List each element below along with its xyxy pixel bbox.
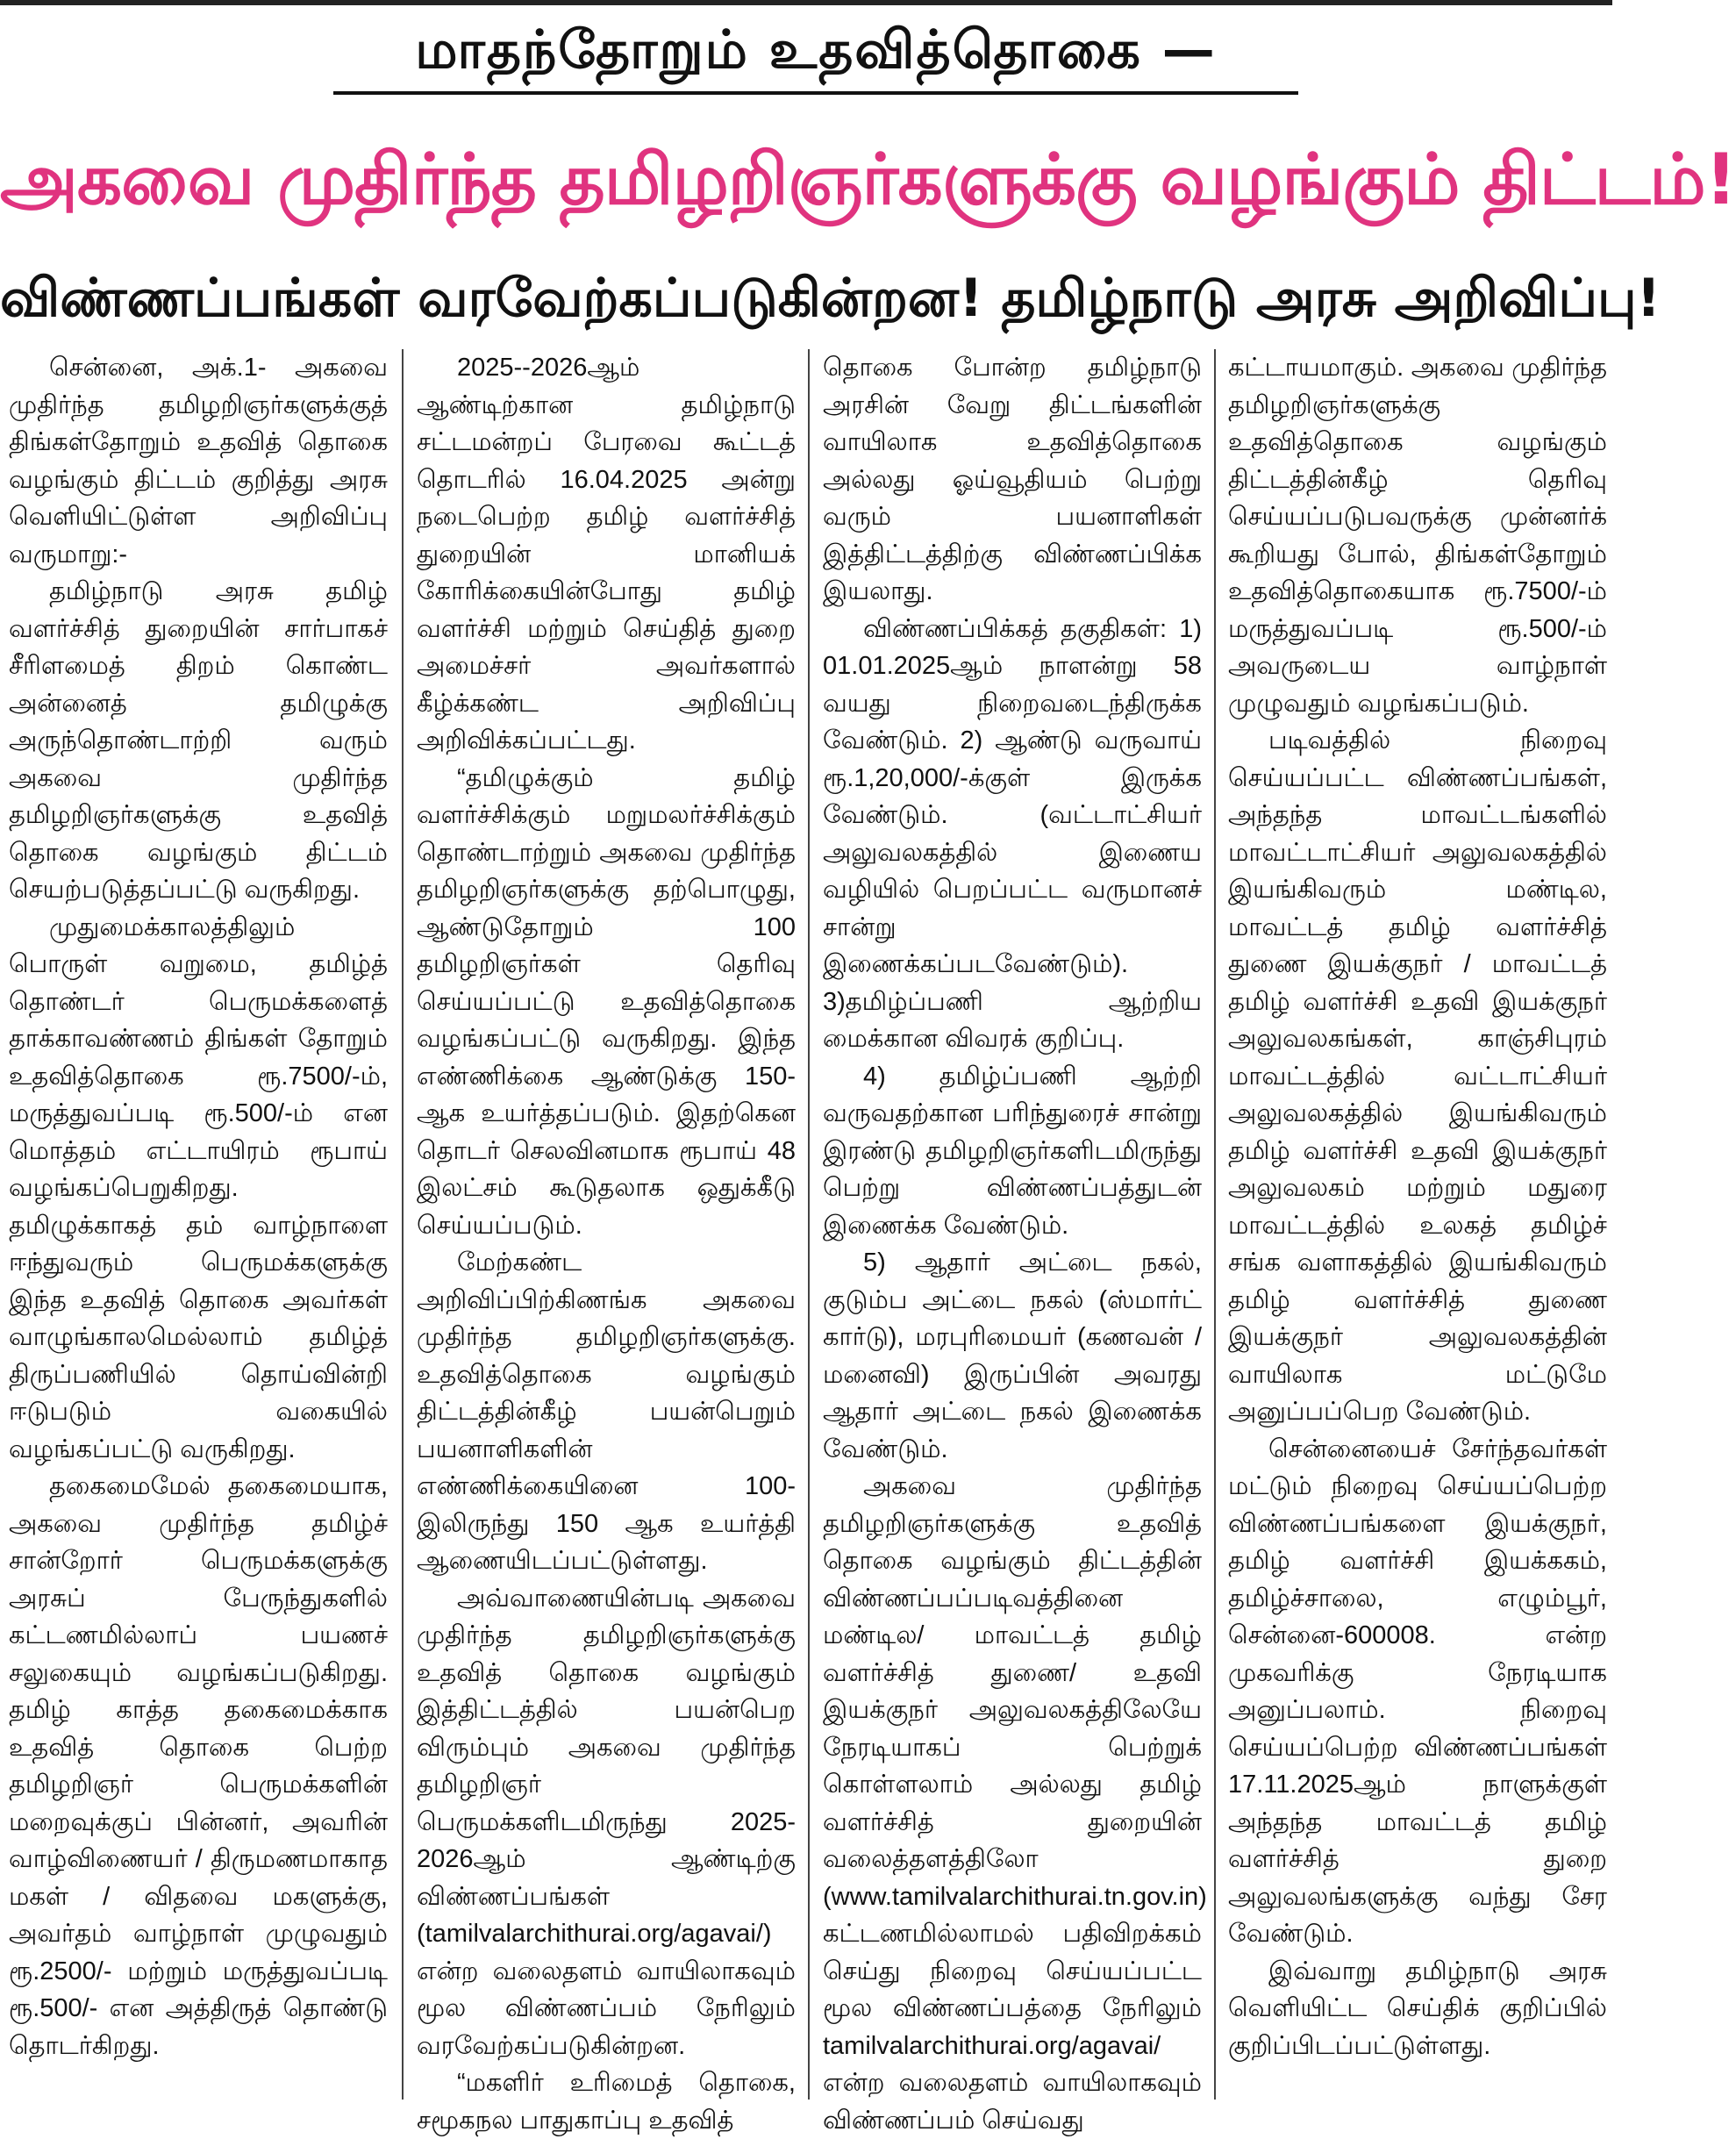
paragraph: முதுமைக்காலத்திலும் பொருள் வறுமை, தமிழ்த் தொண்டர் பெருமக்களைத் தாக்காவண்ணம் திங்கள் தோறும் உதவித்தொகை ரூ.7500/-ம், மருத்துவப்படி ரூ.500/-ம் என மொத்தம் எட்டாயிரம் ரூபாய் வழங்கப்பெறுகிறது. தமிழுக்காகத் தம் வாழ்நாளை ஈந்துவரும் பெருமக்களுக்கு இந்த உதவித் தொகை அவர்கள் வாழுங்காலமெல்லாம் தமிழ்த் திருப்பணியில் தொய்வின்றி ஈடுபடும் வகையில் வழங்கப்பட்டு வருகிறது. [9,912,388,1463]
paragraph: “மகளிர் உரிமைத் தொகை, சமூகநல பாதுகாப்பு உதவித் [417,2069,796,2135]
paragraph: 5) ஆதார் அட்டை நகல், குடும்ப அட்டை நகல் (ஸ்மார்ட் கார்டு), மரபுரிமையர் (கணவன் / மனைவி) இருப்பின் அவரது ஆதார் அட்டை நகல் இணைக்க வேண்டும். [823,1248,1202,1463]
column-divider [1214,349,1216,2100]
paragraph: தமிழ்நாடு அரசு தமிழ் வளர்ச்சித் துறையின் சார்பாகச் சீரிளமைத் திறம் கொண்ட அன்னைத் தமிழுக்கு அருந்தொண்டாற்றி வரும் அகவை முதிர்ந்த தமிழறிஞர்களுக்கு உதவித் தொகை வழங்கும் திட்டம் செயற்படுத்தப்பட்டு வருகிறது. [9,577,388,904]
article-column-2 [417,349,796,2135]
paragraph: அகவை முதிர்ந்த தமிழறிஞர்களுக்கு உதவித் தொகை வழங்கும் திட்டத்தின் விண்ணப்பப்படிவத்தினை மண்டில/ மாவட்டத் தமிழ் வளர்ச்சித் துணை/ உதவி இயக்குநர் அலுவலகத்திலேயே நேரடியாகப் பெற்றுக் கொள்ளலாம் அல்லது தமிழ் வளர்ச்சித் துறையின் வலைத்தளத்திலோ (www.tamilvalarchithurai.tn.gov.in) கட்டணமில்லாமல் பதிவிறக்கம் செய்து நிறைவு செய்யப்பட்ட மூல விண்ணப்பத்தை நேரிலும் tamilvalarchithurai.org/agavai/ என்ற வலைதளம் வாயிலாகவும் விண்ணப்பம் செய்வது [823,1472,1207,2135]
paragraph: 4) தமிழ்ப்பணி ஆற்றி வருவதற்கான பரிந்துரைச் சான்று இரண்டு தமிழறிஞர்களிடமிருந்து பெற்று விண்ணப்பத்துடன் இணைக்க வேண்டும். [823,1062,1202,1240]
paragraph: தகைமைமேல் தகைமையாக, அகவை முதிர்ந்த தமிழ்ச் சான்றோர் பெருமக்களுக்கு அரசுப் பேருந்துகளில் கட்டணமில்லாப் பயணச் சலுகையும் வழங்கப்படுகிறது. தமிழ் காத்த தகைமைக்காக உதவித் தொகை பெற்ற தமிழறிஞர் பெருமக்களின் மறைவுக்குப் பின்னர், அவரின் வாழ்விணையர் / திருமணமாகாத மகள் / விதவை மகளுக்கு, அவர்தம் வாழ்நாள் முழுவதும் ரூ.2500/- மற்றும் மருத்துவப்படி ரூ.500/- என அத்திருத் தொண்டு தொடர்கிறது. [9,1472,388,2060]
paragraph: தொகை போன்ற தமிழ்நாடு அரசின் வேறு திட்டங்களின் வாயிலாக உதவித்தொகை அல்லது ஓய்வூதியம் பெற்று வரும் பயனாளிகள் இத்திட்டத்திற்கு விண்ணப்பிக்க இயலாது. [823,354,1202,605]
kicker-heading: மாதந்தோறும் உதவித்தொகை — [415,19,1217,81]
paragraph: படிவத்தில் நிறைவு செய்யப்பட்ட விண்ணப்பங்கள், அந்தந்த மாவட்டங்களில் மாவட்டாட்சியர் அலுவலகத்தில் இயங்கிவரும் மண்டில, மாவட்டத் தமிழ் வளர்ச்சித் துணை இயக்குநர் / மாவட்டத் தமிழ் வளர்ச்சி உதவி இயக்குநர் அலுவலகங்கள், காஞ்சிபுரம் மாவட்டத்தில் வட்டாட்சியர் அலுவலகத்தில் இயங்கிவரும் தமிழ் வளர்ச்சி உதவி இயக்குநர் அலுவலகம் மற்றும் மதுரை மாவட்டத்தில் உலகத் தமிழ்ச் சங்க வளாகத்தில் இயங்கிவரும் தமிழ் வளர்ச்சித் துணை இயக்குநர் அலுவலகத்தின் வாயிலாக மட்டுமே அனுப்பப்பெற வேண்டும். [1228,726,1607,1426]
article-column-4 [1228,349,1607,2100]
kicker-underline [333,91,1298,95]
article-column-1 [9,349,388,2100]
paragraph: மேற்கண்ட அறிவிப்பிற்கிணங்க அகவை முதிர்ந்த தமிழறிஞர்களுக்கு. உதவித்தொகை வழங்கும் திட்டத்தின்கீழ் பயன்பெறும் பயனாளிகளின் எண்ணிக்கையினை 100-இலிருந்து 150 ஆக உயர்த்தி ஆணையிடப்பட்டுள்ளது. [417,1248,796,1575]
top-border-rule [0,0,1612,5]
article-column-3 [823,349,1207,2135]
paragraph: இவ்வாறு தமிழ்நாடு அரசு வெளியிட்ட செய்திக் குறிப்பில் குறிப்பிடப்பட்டுள்ளது. [1228,1957,1607,2060]
paragraph: அவ்வாணையின்படி அகவை முதிர்ந்த தமிழறிஞர்களுக்கு உதவித் தொகை வழங்கும் இத்திட்டத்தில் பயன்பெற விரும்பும் அகவை முதிர்ந்த தமிழறிஞர் பெருமக்களிடமிருந்து 2025-2026ஆம் ஆண்டிற்கு விண்ணப்பங்கள் (tamilvalarchithurai.org/agavai/) என்ற வலைதளம் வாயிலாகவும் மூல விண்ணப்பம் நேரிலும் வரவேற்கப்படுகின்றன. [417,1584,796,2060]
paragraph: சென்னை, அக்.1- அகவை முதிர்ந்த தமிழறிஞர்களுக்குத் திங்கள்தோறும் உதவித் தொகை வழங்கும் திட்டம் குறித்து அரசு வெளியிட்டுள்ள அறிவிப்பு வருமாறு:- [9,354,388,569]
main-headline: அகவை முதிர்ந்த தமிழறிஞர்களுக்கு வழங்கும் திட்டம்! [0,139,1736,220]
paragraph: கட்டாயமாகும். அகவை முதிர்ந்த தமிழறிஞர்களுக்கு உதவித்தொகை வழங்கும் திட்டத்தின்கீழ் தெரிவு செய்யப்படுபவருக்கு முன்னர்க் கூறியது போல், திங்கள்தோறும் உதவித்தொகையாக ரூ.7500/-ம் மருத்துவப்படி ரூ.500/-ம் அவருடைய வாழ்நாள் முழுவதும் வழங்கப்படும். [1228,354,1607,718]
column-divider [808,349,810,2100]
paragraph: சென்னையைச் சேர்ந்தவர்கள் மட்டும் நிறைவு செய்யப்பெற்ற விண்ணப்பங்களை இயக்குநர், தமிழ் வளர்ச்சி இயக்ககம், தமிழ்ச்சாலை, எழும்பூர், சென்னை-600008. என்ற முகவரிக்கு நேரடியாக அனுப்பலாம். நிறைவு செய்யப்பெற்ற விண்ணப்பங்கள் 17.11.2025ஆம் நாளுக்குள் அந்தந்த மாவட்டத் தமிழ் வளர்ச்சித் துறை அலுவலங்களுக்கு வந்து சேர வேண்டும். [1228,1434,1607,1948]
column-divider [402,349,404,2100]
paragraph: “தமிழுக்கும் தமிழ் வளர்ச்சிக்கும் மறுமலர்ச்சிக்கும் தொண்டாற்றும் அகவை முதிர்ந்த தமிழறிஞர்களுக்கு தற்பொழுது, ஆண்டுதோறும் 100 தமிழறிஞர்கள் தெரிவு செய்யப்பட்டு உதவித்தொகை வழங்கப்பட்டு வருகிறது. இந்த எண்ணிக்கை ஆண்டுக்கு 150-ஆக உயர்த்தப்படும். இதற்கென தொடர் செலவினமாக ரூபாய் 48 இலட்சம் கூடுதலாக ஒதுக்கீடு செய்யப்படும். [417,763,796,1240]
paragraph: 2025--2026ஆம் ஆண்டிற்கான தமிழ்நாடு சட்டமன்றப் பேரவை கூட்டத் தொடரில் 16.04.2025 அன்று நடைபெற்ற தமிழ் வளர்ச்சித் துறையின் மானியக் கோரிக்கையின்போது தமிழ் வளர்ச்சி மற்றும் செய்தித் துறை அமைச்சர் அவர்களால் கீழ்க்கண்ட அறிவிப்பு அறிவிக்கப்பட்டது. [417,354,796,755]
paragraph: விண்ணப்பிக்கத் தகுதிகள்: 1) 01.01.2025ஆம் நாளன்று 58 வயது நிறைவடைந்திருக்க வேண்டும். 2) ஆண்டு வருவாய் ரூ.1,20,000/-க்குள் இருக்க வேண்டும். (வட்டாட்சியர் அலுவலகத்தில் இணைய வழியில் பெறப்பட்ட வருமானச் சான்று இணைக்கப்படவேண்டும்). 3)தமிழ்ப்பணி ஆற்றிய மைக்கான விவரக் குறிப்பு. [823,614,1202,1053]
sub-headline: விண்ணப்பங்கள் வரவேற்கப்படுகின்றன! தமிழ்நாடு அரசு அறிவிப்பு! [0,268,1661,329]
